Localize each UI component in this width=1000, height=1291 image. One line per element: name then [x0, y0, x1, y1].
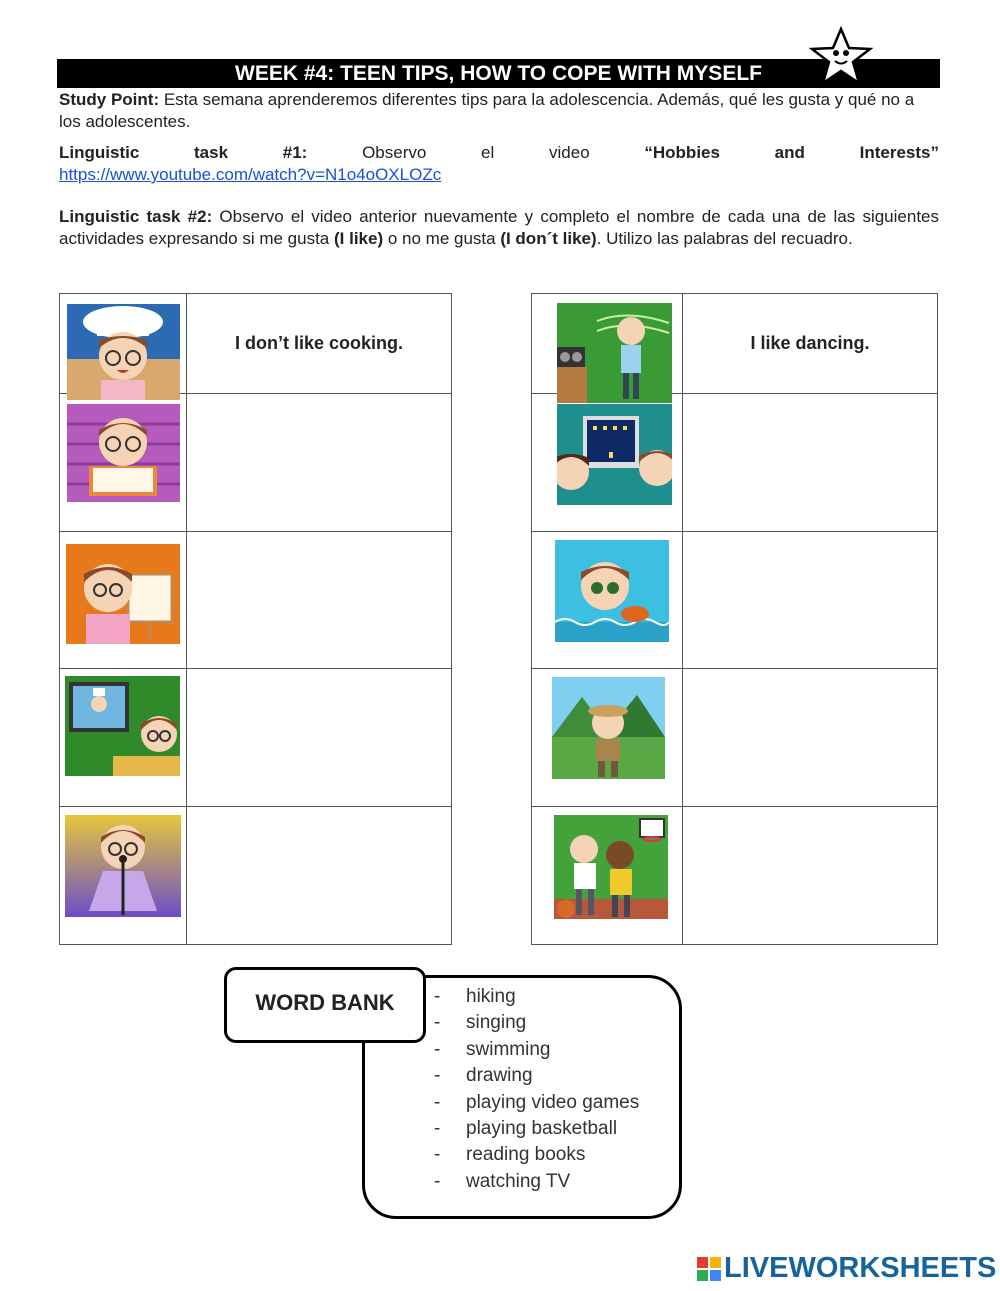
reading-picture: [67, 404, 180, 502]
answer-cell[interactable]: [187, 669, 452, 807]
table-row: [532, 807, 938, 945]
task1-text: Observo el video: [307, 143, 645, 162]
i-dont-like-phrase: (I don´t like): [500, 229, 597, 248]
task2-text-b: o no me gusta: [383, 229, 501, 248]
picture-cell: [60, 294, 187, 394]
watching-tv-picture: [65, 676, 180, 776]
worksheet-title: WEEK #4: TEEN TIPS, HOW TO COPE WITH MYSELF: [235, 62, 762, 85]
task2-text-c: . Utilizo las palabras del recuadro.: [596, 229, 853, 248]
word-bank-title: WORD BANK: [224, 967, 426, 1043]
word-bank-item: - reading books: [434, 1144, 586, 1166]
dancing-picture: [557, 303, 672, 403]
cooking-picture: [67, 304, 180, 400]
word-bank-item: - hiking: [434, 986, 516, 1007]
basketball-picture: [554, 815, 668, 919]
right-activity-table: [531, 293, 938, 945]
word-bank-item: - swimming: [434, 1038, 551, 1060]
answer-cell[interactable]: I don’t like cooking.: [187, 294, 452, 394]
answer-cell[interactable]: [187, 394, 452, 532]
word-bank-item: - watching TV: [434, 1170, 571, 1192]
task2-paragraph: [59, 206, 939, 250]
answer-cell[interactable]: [187, 532, 452, 669]
hiking-picture: [552, 677, 665, 779]
task1-link-line: [59, 164, 939, 186]
table-row: [532, 294, 938, 394]
table-row: [60, 669, 452, 807]
star-mascot-icon: [808, 26, 874, 88]
study-point-text: Esta semana aprenderemos diferentes tips para la adolescencia. Además, qué les gusta y qué no a los adolescentes.: [59, 90, 915, 131]
task2-text-a: Observo el video anterior nuevamente y completo el nombre de cada una de las siguientes actividades expresando si me gusta: [59, 207, 939, 248]
table-row: [532, 394, 938, 532]
answer-cell[interactable]: [187, 807, 452, 945]
table-row: [532, 669, 938, 807]
picture-cell: [532, 669, 683, 807]
answer-cell[interactable]: [683, 532, 938, 669]
table-row: [60, 394, 452, 532]
answer-cell[interactable]: I like dancing.: [683, 294, 938, 394]
word-bank-item: - singing: [434, 1012, 527, 1034]
liveworksheets-logo-icon: [697, 1257, 721, 1281]
task1-video-title: “Hobbies and Interests”: [644, 143, 939, 162]
picture-cell: [60, 394, 187, 532]
answer-cell[interactable]: [683, 394, 938, 532]
answer-cell[interactable]: [683, 669, 938, 807]
i-like-phrase: (I like): [334, 229, 384, 248]
task1-paragraph: [59, 142, 939, 164]
table-row: [532, 532, 938, 669]
study-point-label: Study Point:: [59, 90, 160, 109]
table-row: [60, 807, 452, 945]
drawing-picture: [66, 544, 180, 644]
picture-cell: [60, 807, 187, 945]
left-activity-table: [59, 293, 452, 945]
singing-picture: [65, 815, 181, 917]
answer-cell[interactable]: [683, 807, 938, 945]
task1-label: Linguistic task #1:: [59, 143, 308, 162]
picture-cell: [532, 394, 683, 532]
picture-cell: [532, 294, 683, 394]
picture-cell: [60, 669, 187, 807]
picture-cell: [532, 807, 683, 945]
word-bank-item: - playing basketball: [434, 1118, 618, 1140]
study-point-paragraph: [59, 89, 939, 133]
task2-label: Linguistic task #2:: [59, 207, 213, 226]
picture-cell: [60, 532, 187, 669]
word-bank-list: [434, 984, 639, 1195]
picture-cell: [532, 532, 683, 669]
table-row: [60, 532, 452, 669]
word-bank-item: - drawing: [434, 1065, 533, 1087]
word-bank-item: - playing video games: [434, 1091, 640, 1113]
swimming-picture: [555, 540, 669, 642]
table-row: [60, 294, 452, 394]
video-link[interactable]: https://www.youtube.com/watch?v=N1o4oOXLOZc: [59, 165, 442, 184]
brand-name: LIVEWORKSHEETS: [724, 1252, 997, 1284]
video-games-picture: [557, 404, 672, 505]
